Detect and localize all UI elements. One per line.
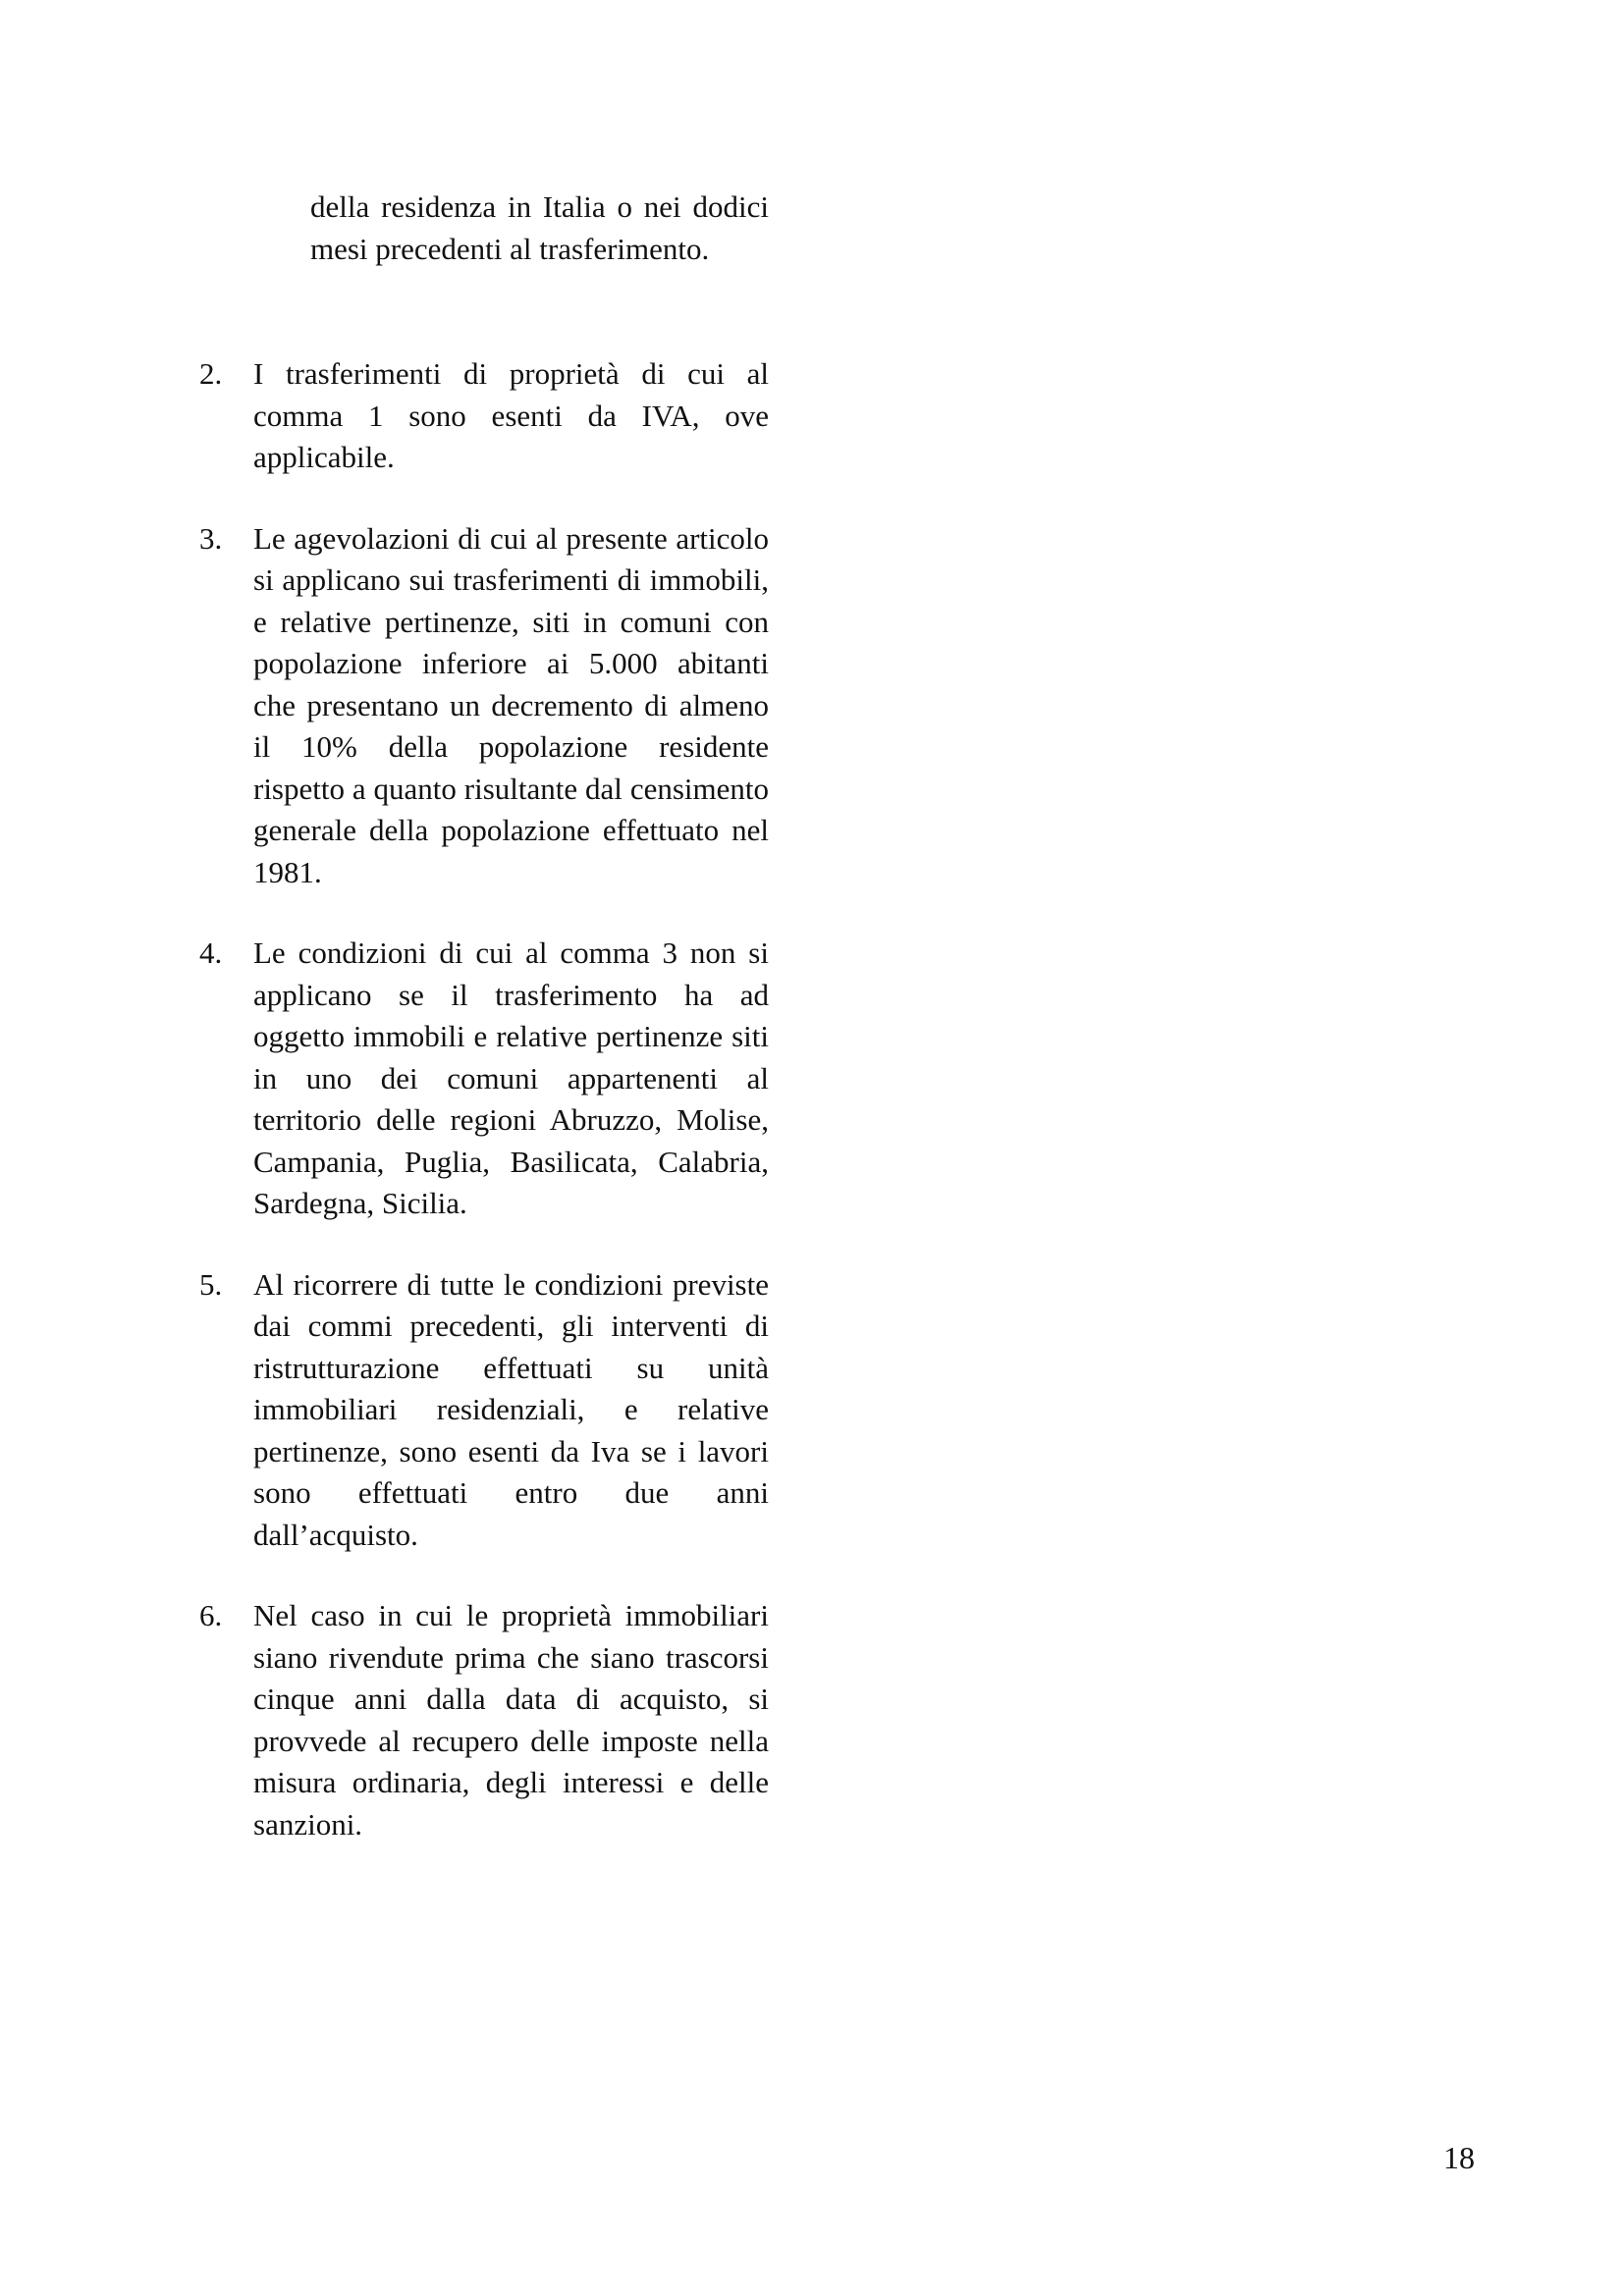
item-text: Al ricorrere di tutte le condizioni previste dai commi precedenti, gli interventi di ristrutturazione effettuati su unità immobiliari residenziali, e relative pertinenze, sono esenti da Iva se i lavori sono effettuati entro due anni dall’acquisto. bbox=[253, 1266, 769, 1552]
item-text: Le agevolazioni di cui al presente articolo si applicano sui trasferimenti di immobili, e relative pertinenze, siti in comuni con popolazione inferiore ai 5.000 abitanti che presentano un decremento di almeno il 10% della popolazione residente rispetto a quanto risultante dal censimento generale della popolazione effettuato nel 1981. bbox=[253, 520, 769, 889]
item-text: Nel caso in cui le proprietà immobiliari siano rivendute prima che siano trascorsi cinque anni dalla data di acquisto, si provvede al recupero delle imposte nella misura ordinaria, degli interessi e delle sanzioni. bbox=[253, 1598, 769, 1842]
page-number: 18 bbox=[1443, 2140, 1475, 2175]
list-item bbox=[196, 1264, 769, 1557]
item-text: Le condizioni di cui al comma 3 non si applicano se il trasferimento ha ad oggetto immobili e relative pertinenze siti in uno dei comuni appartenenti al territorio delle regioni Abruzzo, Molise, Campania, Puglia, Basilicata, Calabria, Sardegna, Sicilia. bbox=[253, 935, 769, 1220]
list-item bbox=[196, 353, 769, 479]
list-item bbox=[196, 1595, 769, 1845]
item-number: 6. bbox=[199, 1598, 223, 1632]
item-number: 4. bbox=[199, 935, 223, 970]
continuation-paragraph: della residenza in Italia o nei dodici mesi precedenti al trasferimento. bbox=[310, 189, 769, 266]
item-number: 5. bbox=[199, 1266, 223, 1302]
item-number: 3. bbox=[199, 520, 223, 556]
numbered-list bbox=[196, 353, 769, 1885]
list-item bbox=[196, 518, 769, 894]
list-item bbox=[196, 933, 769, 1225]
item-text: I trasferimenti di proprietà di cui al comma 1 sono esenti da IVA, ove applicabile. bbox=[253, 356, 769, 474]
item-number: 2. bbox=[199, 356, 223, 391]
